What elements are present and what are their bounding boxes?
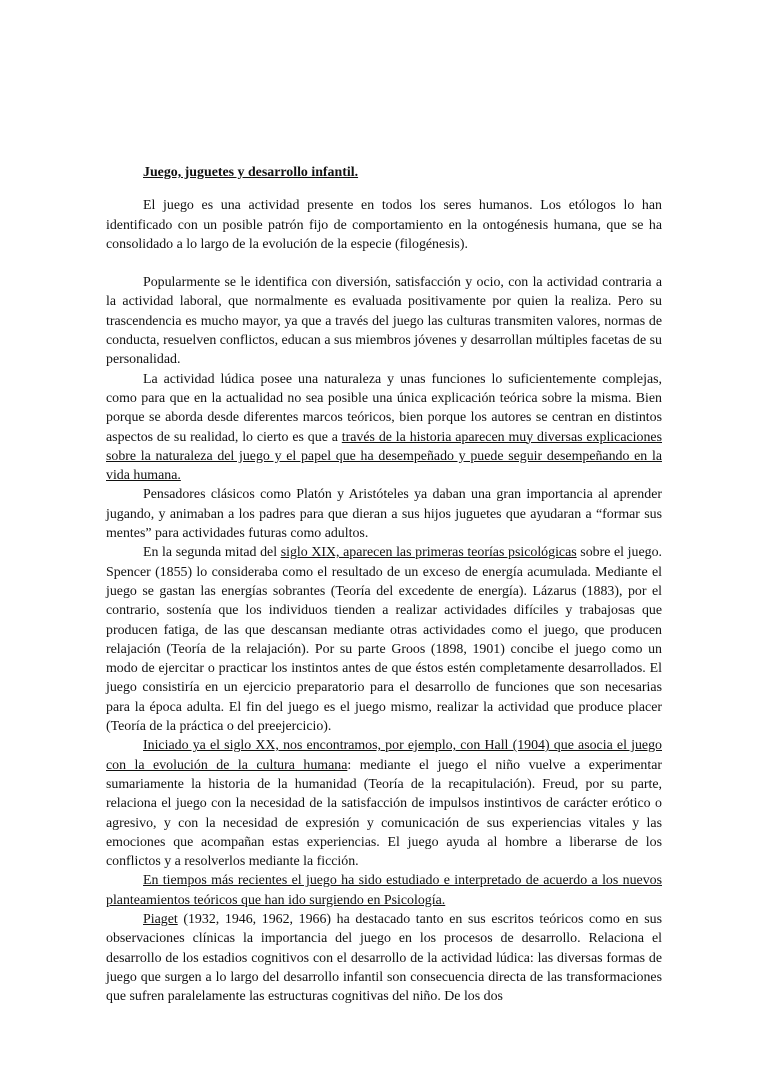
text-run: Popularmente se le identifica con diversión, satisfacción y ocio, con la actividad contraria a la actividad laboral, que normalmente es evaluada positivamente por quien la realiza. Pero su trascendencia es mucho mayor, ya que a través del juego las culturas transmiten valores, normas de conducta, resuelven conflictos, educan a sus miembros jóvenes y desarrollan múltiples facetas de su personalidad. bbox=[106, 275, 662, 368]
text-run: (1932, 1946, 1962, 1966) ha destacado tanto en sus escritos teóricos como en sus observaciones clínicas la importancia del juego en los procesos de desarrollo. Relaciona el desarrollo de los estadios cognitivos con el desarrollo de la actividad lúdica: las diversas formas de juego que surgen a lo largo del desarrollo infantil son consecuencia directa de las transformaciones que sufren paralelamente las estructuras cognitivas del niño. De los dos bbox=[106, 911, 662, 1005]
text-run: El juego es una actividad presente en todos los seres humanos. Los etólogos lo han identificado con un posible patrón fijo de comportamiento en la ontogénesis humana, que se ha consolidado a lo largo de la evolución de la especie (filogénesis). bbox=[106, 198, 662, 252]
paragraph bbox=[106, 736, 662, 871]
paragraph bbox=[106, 273, 662, 369]
paragraph bbox=[106, 543, 662, 736]
paragraph bbox=[106, 370, 662, 486]
paragraph bbox=[106, 485, 662, 543]
document-body bbox=[106, 196, 662, 1006]
document-page bbox=[106, 163, 662, 1006]
text-run: Pensadores clásicos como Platón y Aristóteles ya daban una gran importancia al aprender jugando, y animaban a los padres para que dieran a sus hijos juguetes que ayudaran a “formar sus mentes” para actividades futuras como adultos. bbox=[106, 487, 662, 542]
underlined-text: En tiempos más recientes el juego ha sido estudiado e interpretado de acuerdo a los nuevos planteamientos teóricos que han ido surgiendo en Psicología. bbox=[106, 873, 662, 908]
text-run: La actividad lúdica posee una naturaleza y unas funciones lo suficientemente complejas, como para que en la actualidad no sea posible una única explicación teórica sobre la misma. Bien porque se aborda desde diferentes marcos teóricos, bien porque los autores se centran en distintos aspectos de su realidad, lo cierto es que a bbox=[106, 371, 662, 445]
document-title: Juego, juguetes y desarrollo infantil. bbox=[143, 165, 359, 180]
paragraph bbox=[106, 871, 662, 910]
underlined-text: Piaget bbox=[143, 911, 178, 927]
text-run: : mediante el juego el niño vuelve a experimentar sumariamente la historia de la humanidad (Teoría de la recapitulación). Freud, por su parte, relaciona el juego con la necesidad de la satisfacción de impulsos instintivos de carácter erótico o agresivo, y con la necesidad de expresión y comunicación de sus experiencias vitales y las emociones que acompañan estas experiencias. El juego ayuda al hombre a liberarse de los conflictos y a resolverlos mediante la ficción. bbox=[106, 757, 662, 870]
paragraph bbox=[106, 910, 662, 1006]
underlined-text: través de la historia aparecen muy diversas explicaciones sobre la naturaleza del juego y el papel que ha desempeñado y puede seguir desempeñando en la vida humana. bbox=[106, 429, 662, 484]
text-run: sobre el juego. Spencer (1855) lo consideraba como el resultado de un exceso de energía acumulada. Mediante el juego se gastan las energías sobrantes (Teoría del excedente de energía). Lázarus (1883), por el contrario, sostenía que los individuos tienden a realizar actividades difíciles y trabajosas que producen fatiga, de las que descansan mediante otras actividades como el juego, que producen relajación (Teoría de la relajación). Por su parte Groos (1898, 1901) concibe el juego como un modo de ejercitar o practicar los instintos antes de que éstos estén completamente desarrollados. El juego consistiría en un ejercicio preparatorio para el desarrollo de funciones que son necesarias para la época adulta. El fin del juego es el juego mismo, realizar la actividad que produce placer (Teoría de la práctica o del preejercicio). bbox=[106, 545, 662, 735]
paragraph bbox=[106, 196, 662, 254]
underlined-text: siglo XIX, aparecen las primeras teorías psicológicas bbox=[280, 545, 577, 561]
underlined-text: Iniciado ya el siglo XX, nos encontramos, por ejemplo, con Hall (1904) que asocia el juego con la evolución de la cultura humana bbox=[106, 738, 662, 773]
text-run: En la segunda mitad del bbox=[143, 545, 281, 561]
